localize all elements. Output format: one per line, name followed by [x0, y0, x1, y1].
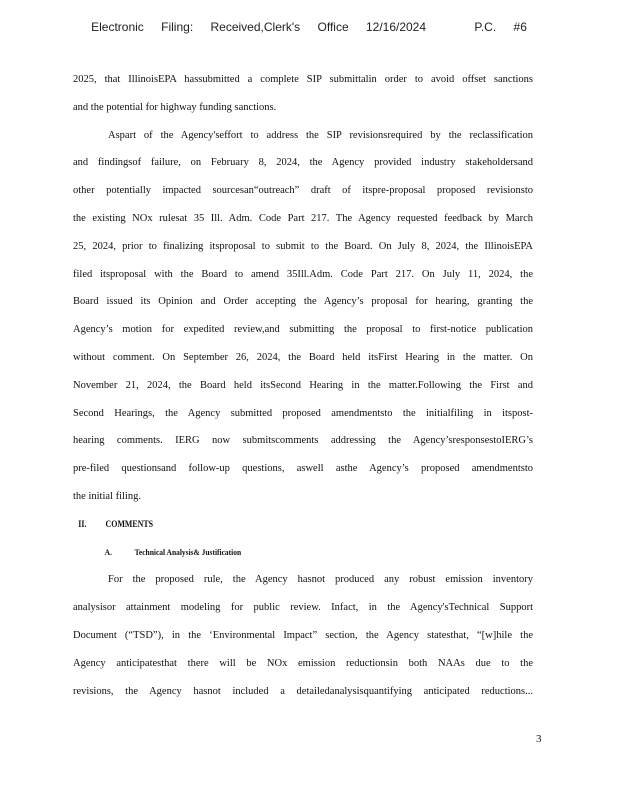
document-body [73, 66, 533, 705]
text-line: 2025, that IllinoisEPA hassubmitted a complete SIP submittalin order to avoid offset sanctions [73, 74, 533, 85]
header-office: Office [317, 20, 349, 34]
subsection-title: Technical Analysis& Justification [134, 546, 242, 557]
subsection-number: A. [104, 546, 112, 557]
section-title: COMMENTS [105, 518, 154, 529]
text-line: and the potential for highway funding sanctions. [73, 101, 277, 113]
header-pc: P.C. [474, 20, 497, 34]
text-line: pre-filed questionsand follow-up questions, aswell asthe Agency’s proposed amendmentsto [73, 463, 533, 475]
header-pc-number: #6 [513, 20, 527, 34]
section-number: II. [78, 518, 87, 529]
text-line: Agency anticipatesthat there will be NOx emission reductionsin both NAAs due to the [73, 657, 533, 669]
text-line: revisions, the Agency hasnot included a detailedanalysisquantifying anticipated reductions... [73, 685, 533, 697]
text-line: Board issued its Opinion and Order accepting the Agency’s proposal for hearing, granting the [73, 296, 533, 308]
text-line: Aspart of the Agency'seffort to address the SIP revisionsrequired by the reclassification [108, 129, 533, 141]
section-heading [73, 511, 478, 539]
header-filing: Filing: [161, 20, 194, 34]
text-line: filed itsproposal with the Board to amend 35Ill.Adm. Code Part 217. On July 11, 2024, the [73, 268, 533, 280]
filing-stamp-header [0, 20, 618, 34]
text-line: 25, 2024, prior to finalizing itsproposal to submit to the Board. On July 8, 2024, the IllinoisEPA [73, 240, 533, 252]
text-line: Agency’s motion for expedited review,and submitting the proposal to first-notice publication [73, 324, 533, 336]
text-line: analysisor attainment modeling for public review. Infact, in the Agency'sTechnical Support [73, 602, 533, 614]
subsection-heading [73, 539, 478, 567]
header-date: 12/16/2024 [365, 20, 427, 34]
text-line: other potentially impacted sourcesan“outreach” draft of itspre-proposal proposed revisionsto [73, 185, 533, 197]
text-line: November 21, 2024, the Board held itsSecond Hearing in the matter.Following the First and [73, 379, 533, 391]
text-line: the existing NOx rulesat 35 Ill. Adm. Code Part 217. The Agency requested feedback by March [73, 212, 533, 224]
text-line: Document (“TSD”), in the ‘Environmental Impact” section, the Agency statesthat, “[w]hile the [73, 629, 533, 641]
header-received: Received,Clerk's [210, 20, 301, 34]
text-line: For the proposed rule, the Agency hasnot produced any robust emission inventory [108, 574, 533, 586]
header-electronic: Electronic [91, 20, 144, 34]
text-line: and findingsof failure, on February 8, 2024, the Agency provided industry stakeholdersand [73, 157, 533, 169]
text-line: hearing comments. IERG now submitscomments addressing the Agency’sresponsestoIERG’s [73, 435, 533, 447]
page-number: 3 [536, 733, 542, 745]
text-line: the initial filing. [73, 490, 141, 502]
text-line: Second Hearings, the Agency submitted proposed amendmentsto the initialfiling in itspost- [73, 407, 533, 419]
text-line: without comment. On September 26, 2024, the Board held itsFirst Hearing in the matter. On [73, 351, 533, 363]
